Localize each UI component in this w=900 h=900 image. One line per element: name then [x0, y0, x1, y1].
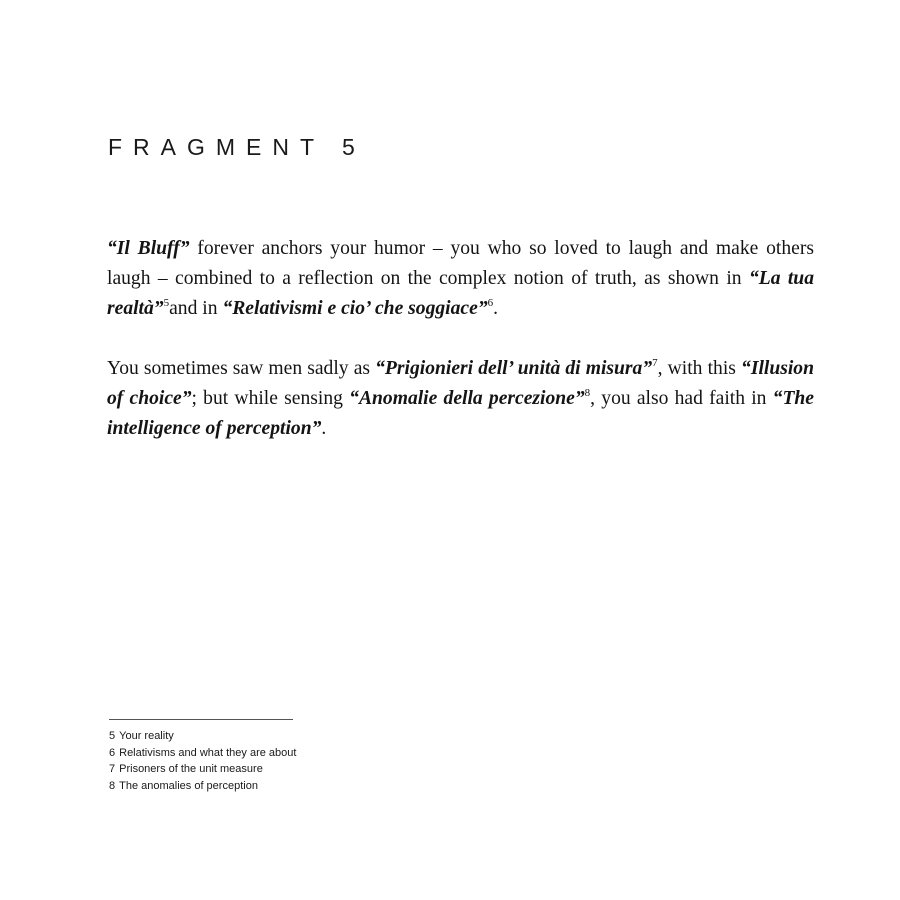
footnote-text: Your reality — [119, 730, 174, 742]
paragraph-1-text-2: and in — [169, 298, 223, 319]
paragraph-1 — [107, 234, 814, 324]
work-title-intelligence-of-perception: “The intelligence of perception” — [107, 388, 814, 439]
footnote-7 — [109, 761, 296, 778]
footnote-6 — [109, 745, 296, 762]
footnote-ref-5: 5 — [163, 297, 170, 309]
paragraph-2-text-3: ; but while sensing — [191, 388, 350, 409]
footnote-8 — [109, 778, 296, 795]
work-title-la-tua-realta: “La tua realtà” — [107, 268, 814, 319]
paragraph-1-text-3: . — [493, 298, 499, 319]
footnote-number: 7 — [109, 763, 116, 775]
paragraph-2-text-1: You sometimes saw men sadly as — [107, 358, 376, 379]
paragraph-1-text-1: forever anchors your humor – you who so loved to laugh and make others laugh – combined to a reflection on the complex notion of truth, as shown in — [107, 238, 814, 289]
fragment-heading: FRAGMENT 5 — [108, 134, 366, 160]
paragraph-2 — [107, 354, 814, 444]
footnote-number: 5 — [109, 730, 116, 742]
footnote-text: The anomalies of perception — [119, 779, 258, 792]
footnote-text: Relativisms and what they are about — [119, 746, 297, 759]
footnote-ref-6: 6 — [487, 297, 494, 309]
work-title-relativismi: “Relativismi e cio’ che soggiace” — [222, 298, 488, 319]
footnotes — [109, 728, 296, 794]
paragraph-2-text-5: . — [321, 418, 327, 439]
work-title-anomalie: “Anomalie della percezione” — [349, 388, 585, 409]
paragraph-2-text-4: , you also had faith in — [590, 388, 773, 409]
footnote-5 — [109, 728, 296, 745]
footnote-divider — [109, 719, 293, 720]
footnote-text: Prisoners of the unit measure — [119, 763, 263, 775]
footnote-number: 8 — [109, 779, 116, 792]
work-title-illusion-of-choice: “Illusion of choice” — [107, 358, 814, 409]
work-title-prigionieri: “Prigionieri dell’ unità di misura” — [375, 358, 653, 379]
footnote-ref-8: 8 — [584, 387, 591, 399]
footnote-ref-7: 7 — [652, 357, 658, 369]
paragraph-2-text-2: , with this — [657, 358, 742, 379]
footnote-number: 6 — [109, 746, 116, 759]
work-title-il-bluff: “Il Bluff” — [107, 238, 190, 259]
